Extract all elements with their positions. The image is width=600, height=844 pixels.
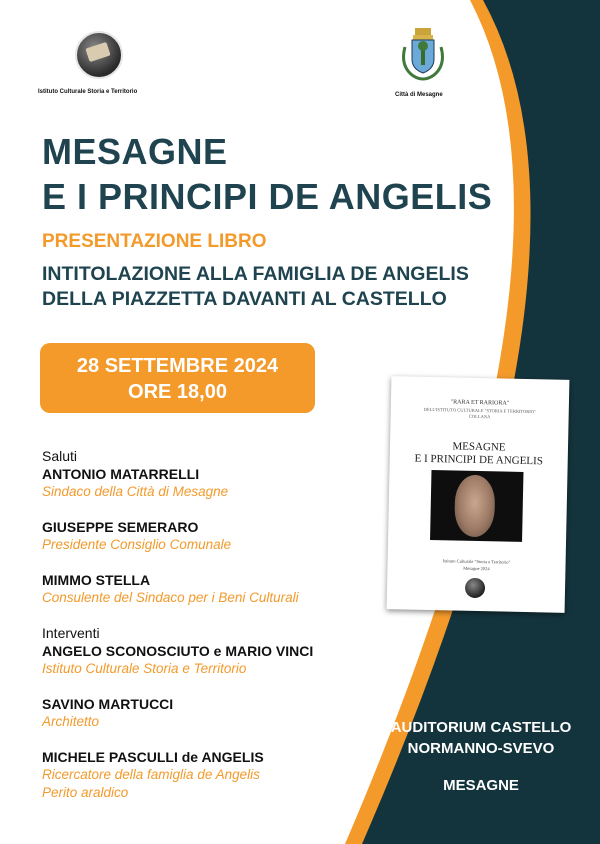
book-title-1: MESAGNE — [452, 440, 506, 454]
city-crest-icon — [400, 25, 446, 81]
date-box — [40, 343, 315, 413]
speaker-name: MIMMO STELLA — [42, 572, 151, 588]
date-text: 28 SETTEMBRE 2024 — [76, 355, 279, 377]
subtitle: PRESENTAZIONE LIBRO — [42, 231, 267, 252]
book-series-sub2: COLLANA — [468, 413, 491, 420]
speaker-role: Architetto — [42, 714, 100, 729]
speaker-name: MICHELE PASCULLI de ANGELIS — [42, 749, 264, 765]
speaker-role: Istituto Culturale Storia e Territorio — [42, 661, 247, 676]
book-year: Mesagne 2024 — [463, 565, 490, 572]
speaker-role: Consulente del Sindaco per i Beni Culturali — [42, 590, 299, 605]
dedication-line-1: INTITOLAZIONE ALLA FAMIGLIA DE ANGELIS — [42, 263, 469, 285]
book-publisher: Istituto Culturale "Storia e Territorio" — [442, 558, 511, 565]
program-list — [42, 447, 372, 802]
stone-crest-relief — [454, 475, 495, 538]
venue — [372, 717, 590, 759]
book-title-2: E I PRINCIPI DE ANGELIS — [414, 452, 544, 468]
speaker-name: GIUSEPPE SEMERARO — [42, 519, 199, 535]
speaker-role: Ricercatore della famiglia de Angelis — [42, 767, 260, 782]
speaker-role: Presidente Consiglio Comunale — [42, 537, 232, 552]
book-series-sub: DELL'ISTITUTO CULTURALE "STORIA E TERRITORIO" — [423, 406, 536, 415]
book-hand-icon — [85, 42, 110, 62]
book-cover-image — [430, 470, 523, 542]
dedication-line-2: DELLA PIAZZETTA DAVANTI AL CASTELLO — [42, 288, 447, 310]
venue-line-1: AUDITORIUM CASTELLO — [390, 719, 572, 736]
institute-logo-label: Istituto Culturale Storia e Territorio — [38, 89, 138, 95]
book-series: "RARA ET RARIORA" — [450, 399, 510, 407]
saluti-label: Saluti — [42, 448, 78, 464]
speaker-name: ANGELO SCONOSCIUTO e MARIO VINCI — [42, 643, 314, 659]
venue-line-2: NORMANNO-SVEVO — [407, 740, 555, 757]
title-line-2: E I PRINCIPI DE ANGELIS — [42, 176, 493, 217]
book-logo-icon — [465, 578, 485, 598]
book-cover — [387, 376, 570, 613]
crest-label: Città di Mesagne — [395, 92, 443, 98]
venue-city: MESAGNE — [443, 777, 519, 794]
speaker-role: Sindaco della Città di Mesagne — [42, 484, 229, 499]
interventi-label: Interventi — [42, 625, 100, 641]
title-line-1: MESAGNE — [42, 131, 228, 172]
time-text: ORE 18,00 — [128, 381, 227, 403]
institute-logo — [75, 31, 123, 79]
speaker-name: ANTONIO MATARRELLI — [42, 466, 200, 482]
speaker-name: SAVINO MARTUCCI — [42, 696, 174, 712]
speaker-role: Perito araldico — [42, 785, 129, 800]
